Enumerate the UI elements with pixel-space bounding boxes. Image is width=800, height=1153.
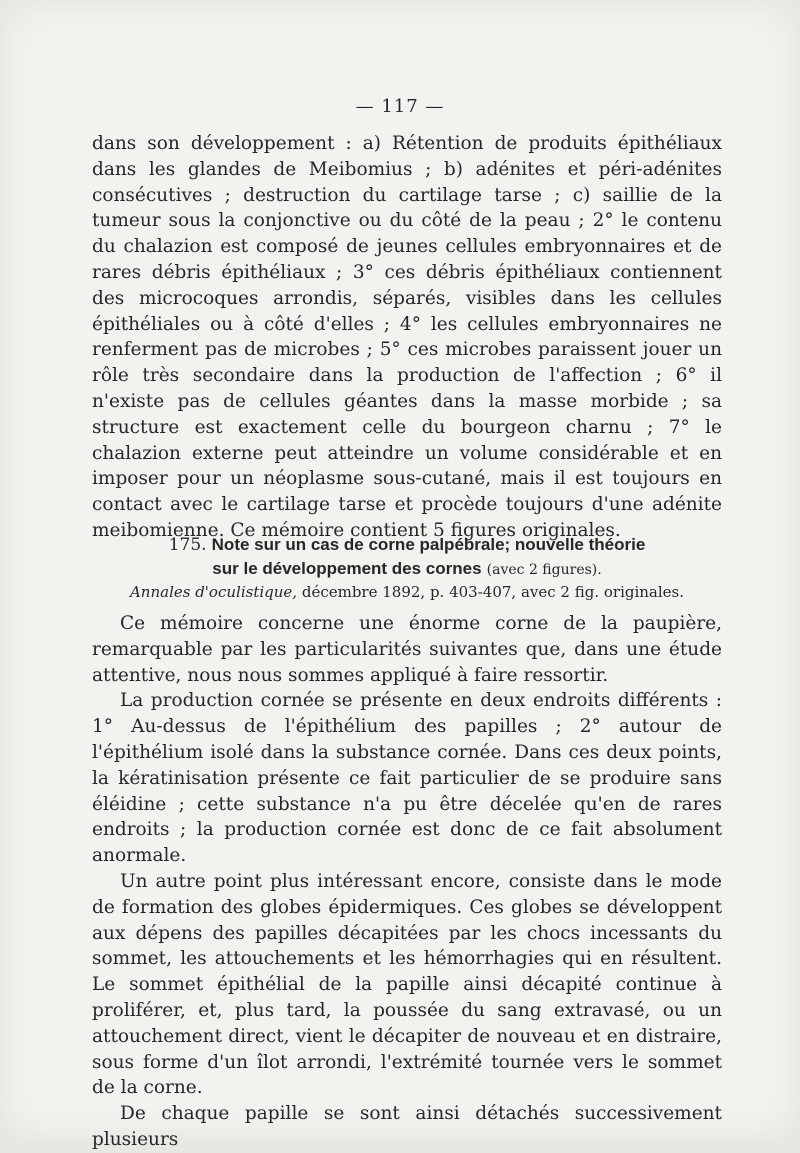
- body-paragraph: Ce mémoire concerne une énorme corne de la paupière, remarquable par les particularités suivantes que, dans une étude attentive, nous nous sommes appliqué à faire ressortir.: [92, 613, 722, 686]
- body-paragraph: La production cornée se présente en deux endroits différents : 1° Au-dessus de l'épithélium des papilles ; 2° autour de l'épithélium isolé dans la substance cornée. Dans ces deux points, la kératinisation présente ce fait particulier de se produire sans éléidine ; cette substance n'a pu être décelée qu'en de rares endroits ; la production cornée est donc de ce fait absolument anormale.: [92, 690, 722, 867]
- entry-title-note: (avec 2 figures).: [486, 562, 602, 578]
- entry-title-line1: Note sur un cas de corne palpébrale; nouvelle théorie: [211, 535, 646, 554]
- entry-body: [92, 611, 722, 1153]
- page-number: — 117 —: [355, 96, 445, 117]
- entry-title-line2: sur le développement des cornes: [212, 559, 482, 578]
- citation-details: décembre 1892, p. 403-407, avec 2 fig. originales.: [301, 583, 685, 601]
- entry-heading: [92, 533, 722, 582]
- entry-citation: [92, 583, 722, 601]
- intro-paragraph: dans son développement : a) Rétention de produits épithéliaux dans les glandes de Meibomius ; b) adénites et péri-adénites consécutives ; destruction du cartilage tarse ; c) saillie de la tumeur sous la conjonctive ou du côté de la peau ; 2° le contenu du chalazion est composé de jeunes cellules embryonnaires et de rares débris épithéliaux ; 3° ces débris épithéliaux contiennent des microcoques arrondis, séparés, visibles dans les cellules épithéliales ou à côté d'elles ; 4° les cellules embryonnaires ne renferment pas de microbes ; 5° ces microbes paraissent jouer un rôle très secondaire dans la production de l'affection ; 6° il n'existe pas de cellules géantes dans la masse morbide ; sa structure est exactement celle du bourgeon charnu ; 7° le chalazion externe peut atteindre un volume considérable et en imposer pour un néoplasme sous-cutané, mais il est toujours en contact avec le cartilage tarse et procède toujours d'une adénite meibomienne. Ce mémoire contient 5 figures originales.: [92, 133, 722, 541]
- body-paragraph: Un autre point plus intéressant encore, consiste dans le mode de formation des globes épidermiques. Ces globes se développent aux dépens des papilles décapitées par les chocs incessants du sommet, les attouchements et les hémorrhagies qui en résultent. Le sommet épithélial de la papille ainsi décapité continue à proliférer, et, plus tard, la poussée du sang extravasé, ou un attouchement direct, vient le décapiter de nouveau et en distraire, sous forme d'un îlot arrondi, l'extrémité tournée vers le sommet de la corne.: [92, 870, 722, 1099]
- body-paragraph: De chaque papille se sont ainsi détachés successivement plusieurs: [92, 1103, 722, 1150]
- entry-number: 175.: [168, 535, 207, 555]
- citation-journal: Annales d'oculistique,: [129, 583, 298, 601]
